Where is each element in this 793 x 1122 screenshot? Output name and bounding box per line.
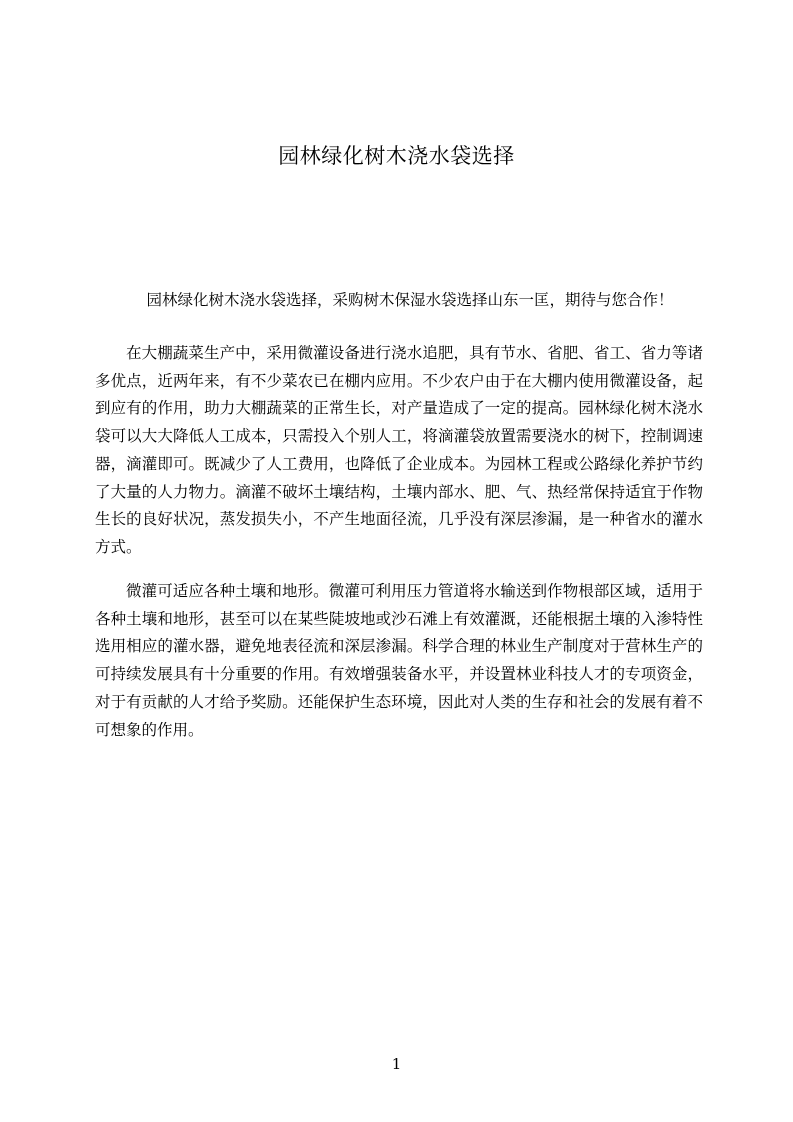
intro-paragraph: 园林绿化树木浇水袋选择，采购树木保湿水袋选择山东一匡，期待与您合作！ [146,291,674,309]
body-paragraph-2: 微灌可适应各种土壤和地形。微灌可利用压力管道将水输送到作物根部区域，适用于各种土壤和地形，甚至可以在某些陡坡地或沙石滩上有效灌溉，还能根据土壤的入渗特性选用相应的灌水器，避免地表径流和深层渗漏。科学合理的林业生产制度对于营林生产的可持续发展具有十分重要的作用。有效增强装备水平，并设置林业科技人才的专项资金，对于有贡献的人才给予奖励。还能保护生态环境，因此对人类的生存和社会的发展有着不可想象的作用。 [95,582,703,739]
page-title: 园林绿化树木浇水袋选择 [278,144,515,168]
page-number: 1 [391,1055,402,1073]
body-paragraph-1: 在大棚蔬菜生产中，采用微灌设备进行浇水追肥，具有节水、省肥、省工、省力等诸多优点，近两年来，有不少菜农已在棚内应用。不少农户由于在大棚内使用微灌设备，起到应有的作用，助力大棚蔬菜的正常生长，对产量造成了一定的提高。园林绿化树木浇水袋可以大大降低人工成本，只需投入个别人工，将滴灌袋放置需要浇水的树下，控制调速器，滴灌即可。既减少了人工费用，也降低了企业成本。为园林工程或公路绿化养护节约了大量的人力物力。滴灌不破坏土壤结构，土壤内部水、肥、气、热经常保持适宜于作物生长的良好状况，蒸发损失小，不产生地面径流，几乎没有深层渗漏，是一种省水的灌水方式。 [95,344,703,556]
